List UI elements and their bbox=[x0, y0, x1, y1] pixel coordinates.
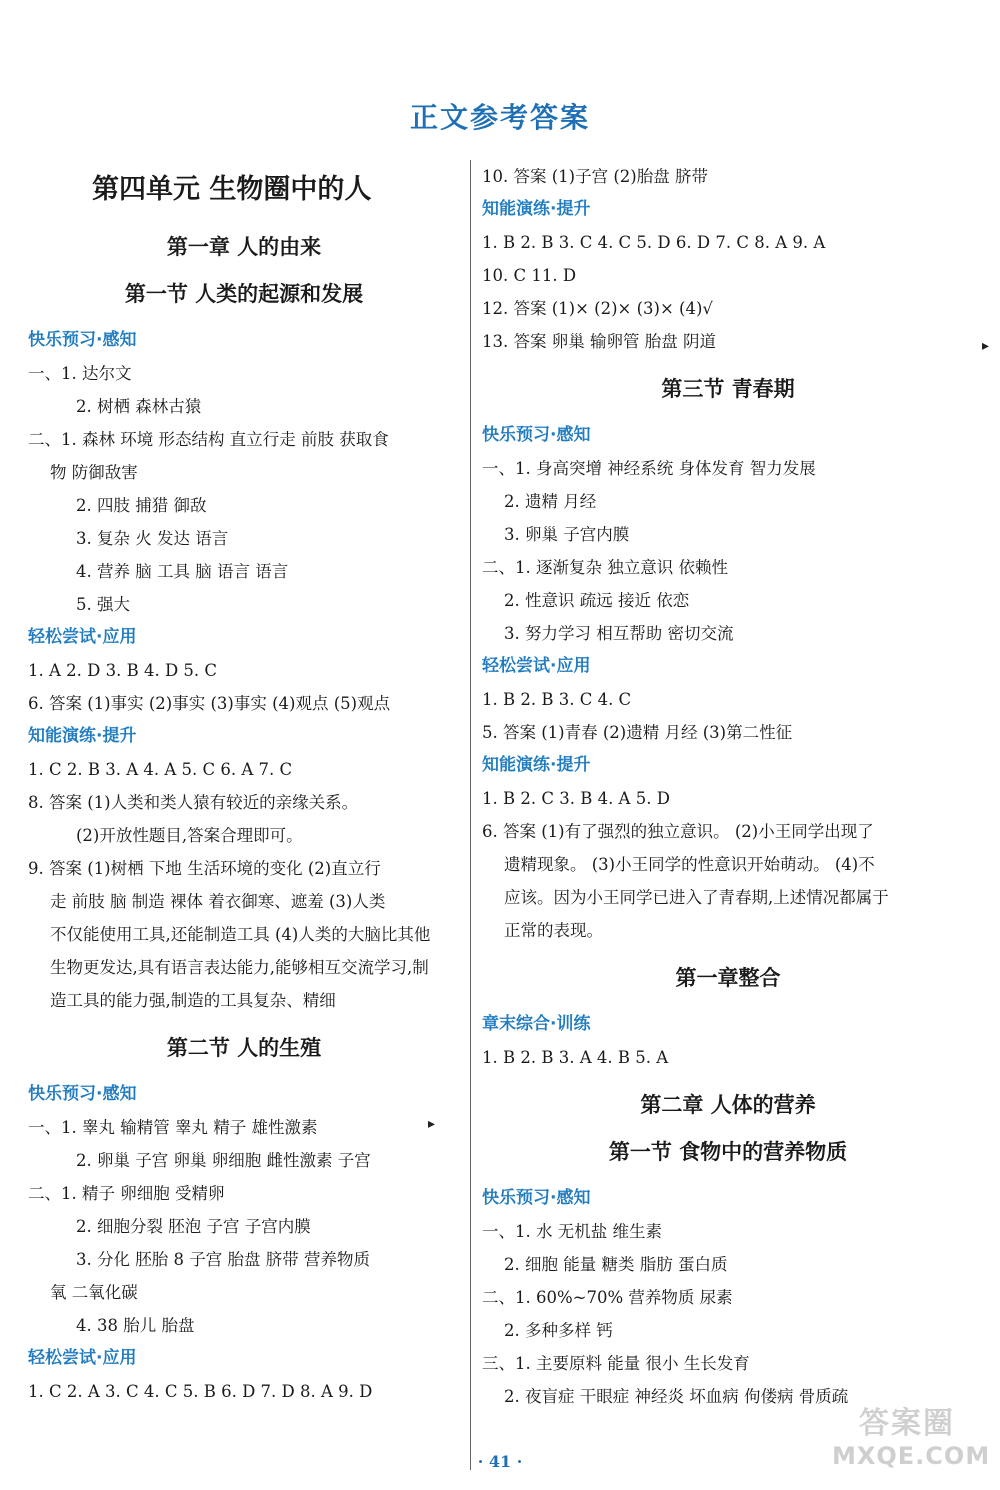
answer-line: 造工具的能力强,制造的工具复杂、精细 bbox=[50, 991, 336, 1010]
section-label-preview: 快乐预习·感知 bbox=[28, 1084, 137, 1104]
answer-line: 1. B 2. B 3. A 4. B 5. A bbox=[482, 1048, 669, 1067]
section-label-practice: 知能演练·提升 bbox=[482, 755, 591, 775]
answer-line: 5. 强大 bbox=[76, 595, 130, 614]
watermark-logo bbox=[832, 1398, 991, 1470]
margin-mark: ▸ bbox=[982, 338, 990, 354]
column-divider bbox=[470, 160, 471, 1470]
answer-line: 5. 答案 (1)青春 (2)遗精 月经 (3)第二性征 bbox=[482, 723, 793, 742]
answer-line: 1. B 2. B 3. C 4. C 5. D 6. D 7. C 8. A 9. A bbox=[482, 233, 826, 252]
answer-line: 1. C 2. A 3. C 4. C 5. B 6. D 7. D 8. A 9. D bbox=[28, 1382, 373, 1401]
section-label-try: 轻松尝试·应用 bbox=[482, 656, 591, 676]
answer-line: 二、1. 森林 环境 形态结构 直立行走 前肢 获取食 bbox=[28, 430, 389, 449]
watermark-url: MXQE.COM bbox=[832, 1442, 991, 1470]
answer-line: 三、1. 主要原料 能量 很小 生长发育 bbox=[482, 1354, 750, 1373]
answer-line: 3. 努力学习 相互帮助 密切交流 bbox=[504, 624, 734, 643]
section-title: 第三节 青春期 bbox=[661, 376, 795, 401]
answer-line: 13. 答案 卵巢 输卵管 胎盘 阴道 bbox=[482, 332, 716, 351]
section-label-practice: 知能演练·提升 bbox=[28, 726, 137, 746]
answer-line: 10. C 11. D bbox=[482, 266, 577, 285]
answer-line: 正常的表现。 bbox=[504, 921, 603, 940]
chapter-title: 第二章 人体的营养 bbox=[640, 1092, 816, 1117]
answer-line: 8. 答案 (1)人类和类人猿有较近的亲缘关系。 bbox=[28, 793, 359, 812]
watermark-text: 答案圈 bbox=[859, 1406, 955, 1441]
answer-line: 3. 分化 胚胎 8 子宫 胎盘 脐带 营养物质 bbox=[76, 1250, 370, 1269]
answer-line: 不仅能使用工具,还能制造工具 (4)人类的大脑比其他 bbox=[50, 925, 431, 944]
answer-line: 2. 性意识 疏远 接近 依恋 bbox=[504, 591, 690, 610]
answer-line: 6. 答案 (1)事实 (2)事实 (3)事实 (4)观点 (5)观点 bbox=[28, 694, 391, 713]
answer-line: (2)开放性题目,答案合理即可。 bbox=[76, 826, 303, 845]
section-title: 第二节 人的生殖 bbox=[166, 1035, 322, 1060]
answer-line: 一、1. 水 无机盐 维生素 bbox=[482, 1222, 662, 1241]
section-label-practice: 知能演练·提升 bbox=[482, 199, 591, 219]
section-title: 第一节 食物中的营养物质 bbox=[608, 1139, 848, 1164]
section-label-preview: 快乐预习·感知 bbox=[482, 1188, 591, 1208]
answer-line: 3. 复杂 火 发达 语言 bbox=[76, 529, 229, 548]
answer-line: 2. 细胞 能量 糖类 脂肪 蛋白质 bbox=[504, 1255, 728, 1274]
unit-title: 第四单元 生物圈中的人 bbox=[92, 174, 372, 205]
section-title: 第一节 人类的起源和发展 bbox=[124, 281, 364, 306]
answer-line: 氧 二氧化碳 bbox=[50, 1283, 138, 1302]
section-label-try: 轻松尝试·应用 bbox=[28, 1348, 137, 1368]
answer-line: 生物更发达,具有语言表达能力,能够相互交流学习,制 bbox=[50, 958, 429, 977]
answer-line: 应该。因为小王同学已进入了青春期,上述情况都属于 bbox=[504, 888, 889, 907]
section-label-try: 轻松尝试·应用 bbox=[28, 627, 137, 647]
answer-line: 1. B 2. B 3. C 4. C bbox=[482, 690, 632, 709]
answer-line: 2. 多种多样 钙 bbox=[504, 1321, 613, 1340]
answer-line: 2. 细胞分裂 胚泡 子宫 子宫内膜 bbox=[76, 1217, 311, 1236]
answer-line: 1. B 2. C 3. B 4. A 5. D bbox=[482, 789, 670, 808]
answer-line: 12. 答案 (1)× (2)× (3)× (4)√ bbox=[482, 299, 713, 318]
answer-line: 2. 卵巢 子宫 卵巢 卵细胞 雌性激素 子宫 bbox=[76, 1151, 371, 1170]
chapter-title: 第一章 人的由来 bbox=[166, 234, 322, 259]
answer-line: 走 前肢 脑 制造 裸体 着衣御寒、遮羞 (3)人类 bbox=[50, 892, 386, 911]
answer-line: 一、1. 睾丸 输精管 睾丸 精子 雄性激素 bbox=[28, 1118, 318, 1137]
page-title: 正文参考答案 bbox=[409, 101, 590, 134]
answer-line: 1. A 2. D 3. B 4. D 5. C bbox=[28, 661, 218, 680]
answer-line: 二、1. 逐渐复杂 独立意识 依赖性 bbox=[482, 558, 728, 577]
answer-line: 一、1. 身高突增 神经系统 身体发育 智力发展 bbox=[482, 459, 816, 478]
answer-line: 2. 夜盲症 干眼症 神经炎 坏血病 佝偻病 骨质疏 bbox=[504, 1387, 849, 1406]
answer-line: 物 防御敌害 bbox=[50, 463, 138, 482]
section-label-preview: 快乐预习·感知 bbox=[482, 425, 591, 445]
answer-line: 4. 营养 脑 工具 脑 语言 语言 bbox=[76, 562, 289, 581]
answer-line: 遗精现象。 (3)小王同学的性意识开始萌动。 (4)不 bbox=[504, 855, 875, 874]
answer-line: 3. 卵巢 子宫内膜 bbox=[504, 525, 630, 544]
section-title: 第一章整合 bbox=[675, 965, 781, 990]
margin-mark: ▸ bbox=[428, 1116, 436, 1132]
answer-line: 一、1. 达尔文 bbox=[28, 364, 132, 383]
answer-line: 1. C 2. B 3. A 4. A 5. C 6. A 7. C bbox=[28, 760, 293, 779]
answer-line: 二、1. 60%~70% 营养物质 尿素 bbox=[482, 1288, 733, 1307]
answer-line: 10. 答案 (1)子宫 (2)胎盘 脐带 bbox=[482, 167, 708, 186]
answer-line: 2. 树栖 森林古猿 bbox=[76, 397, 202, 416]
answer-line: 4. 38 胎儿 胎盘 bbox=[76, 1316, 195, 1335]
answer-line: 6. 答案 (1)有了强烈的独立意识。 (2)小王同学出现了 bbox=[482, 822, 874, 841]
answer-line: 二、1. 精子 卵细胞 受精卵 bbox=[28, 1184, 225, 1203]
right-column bbox=[482, 160, 974, 1413]
section-label-review: 章末综合·训练 bbox=[482, 1014, 591, 1034]
answer-line: 2. 遗精 月经 bbox=[504, 492, 597, 511]
answer-line: 2. 四肢 捕猎 御敌 bbox=[76, 496, 207, 515]
page-number: · 41 · bbox=[477, 1452, 523, 1471]
answer-line: 9. 答案 (1)树栖 下地 生活环境的变化 (2)直立行 bbox=[28, 859, 381, 878]
left-column bbox=[28, 160, 460, 1408]
section-label-preview: 快乐预习·感知 bbox=[28, 330, 137, 350]
